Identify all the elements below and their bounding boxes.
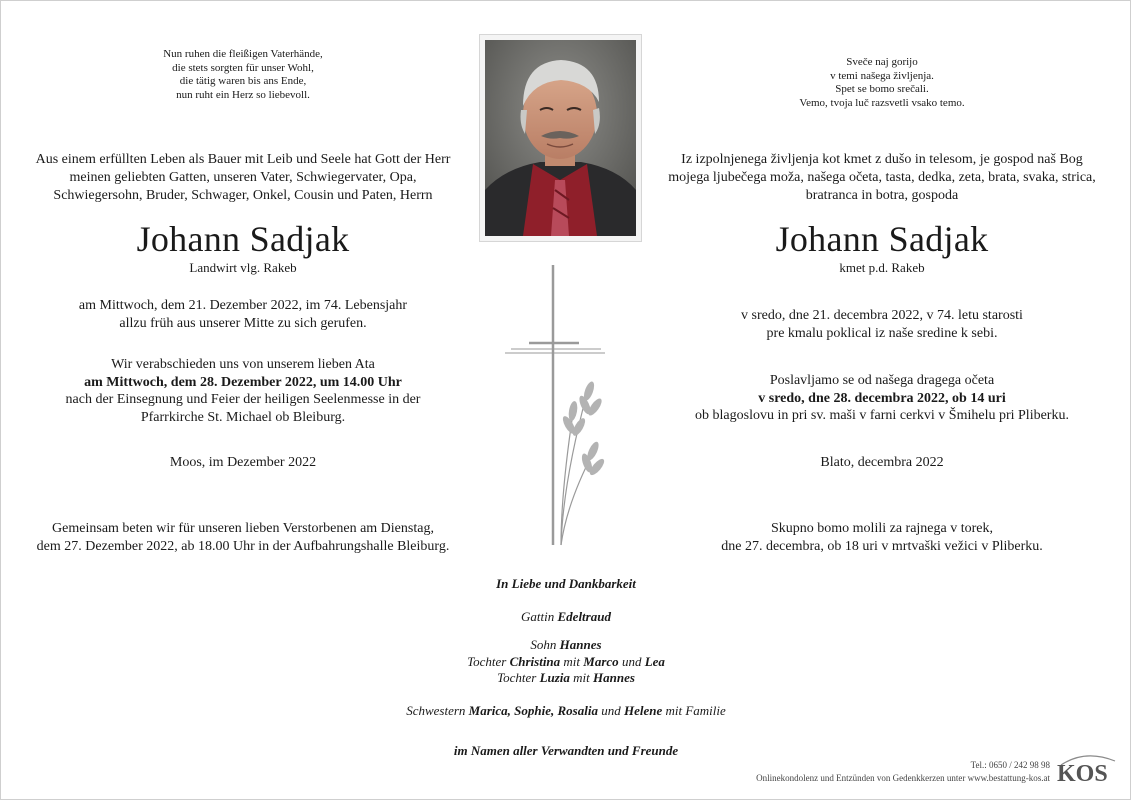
- family-children: [331, 637, 801, 687]
- right-intro: Iz izpolnjenega življenja kot kmet z dušo in telesom, je gospod naš Bog mojega ljubečega moža, našega očeta, tasta, dedka, zeta, brata, svaka, strica, bratranca in botra, gospoda: [668, 152, 1096, 203]
- left-deceased-title: Landwirt vlg. Rakeb: [189, 260, 297, 275]
- family-daughter-2: Tochter Luzia mit Hannes: [497, 670, 635, 685]
- left-prayer-info: Gemeinsam beten wir für unseren lieben Verstorbenen am Dienstag, dem 27. Dezember 2022, ab 18.00 Uhr in der Aufbahrungshalle Bleiburg.: [36, 521, 450, 554]
- family-heading: In Liebe und Dankbarkeit: [496, 576, 636, 591]
- right-place-date: Blato, decembra 2022: [820, 455, 944, 470]
- cross-with-wheat-icon: [501, 263, 611, 549]
- portrait-photo: [485, 40, 636, 236]
- family-closing: im Namen aller Verwandten und Freunde: [453, 743, 679, 758]
- left-place-date: Moos, im Dezember 2022: [169, 455, 317, 470]
- portrait-photo-image: [485, 40, 636, 236]
- footer-phone: Tel.: 0650 / 242 98 98: [970, 760, 1050, 770]
- right-prayer-info: Skupno bomo molili za rajnega v torek, dne 27. decembra, ob 18 uri v mrtvaški vežici v Pliberku.: [721, 521, 1043, 554]
- right-funeral-info: Poslavljamo se od našega dragega očeta v sredo, dne 28. decembra 2022, ob 14 uri ob blagoslovu in pri sv. maši v farni cerkvi v Šmihelu pri Pliberku.: [695, 373, 1069, 423]
- left-intro: Aus einem erfüllten Leben als Bauer mit Leib und Seele hat Gott der Herr meinen geliebten Gatten, unseren Vater, Schwiegervater, Opa, Schwiegersohn, Bruder, Schwager, Onkel, Cousin und Paten, Herrn: [35, 152, 451, 203]
- left-death-notice: am Mittwoch, dem 21. Dezember 2022, im 74. Lebensjahr allzu früh aus unserer Mitte zu sich gerufen.: [78, 298, 408, 331]
- left-funeral-info: Wir verabschieden uns von unserem lieben Ata am Mittwoch, dem 28. Dezember 2022, um 14.00 Uhr nach der Einsegnung und Feier der heiligen Seelenmesse in der Pfarrkirche St. Michael ob Bleiburg.: [65, 357, 421, 425]
- portrait-frame: [479, 34, 642, 242]
- family-wife: Gattin Edeltraud: [521, 609, 611, 624]
- right-poem: Sveče naj gorijo v temi našega življenja. Spet se bomo srečali. Vemo, tvoja luč razsvetli vsako temo.: [799, 56, 965, 109]
- right-deceased-name: Johann Sadjak: [775, 219, 989, 259]
- right-deceased-title: kmet p.d. Rakeb: [839, 260, 925, 275]
- left-deceased-name: Johann Sadjak: [136, 219, 350, 259]
- right-death-notice: v sredo, dne 21. decembra 2022, v 74. letu starosti pre kmalu poklical iz naše sredine k sebi.: [741, 308, 1023, 341]
- kos-logo: [1055, 751, 1121, 785]
- svg-text:KOS: KOS: [1057, 761, 1108, 785]
- family-daughter-1: Tochter Christina mit Marco und Lea: [467, 653, 665, 669]
- footer-online-link[interactable]: Onlinekondolenz und Entzünden von Gedenkkerzen unter www.bestattung-kos.at: [756, 773, 1050, 783]
- left-poem: Nun ruhen die fleißigen Vaterhände, die stets sorgten für unser Wohl, die tätig waren bis ans Ende, nun ruht ein Herz so liebevoll.: [163, 48, 323, 101]
- family-sisters: Schwestern Marica, Sophie, Rosalia und Helene mit Familie: [406, 703, 726, 718]
- family-son: Sohn Hannes: [530, 637, 602, 652]
